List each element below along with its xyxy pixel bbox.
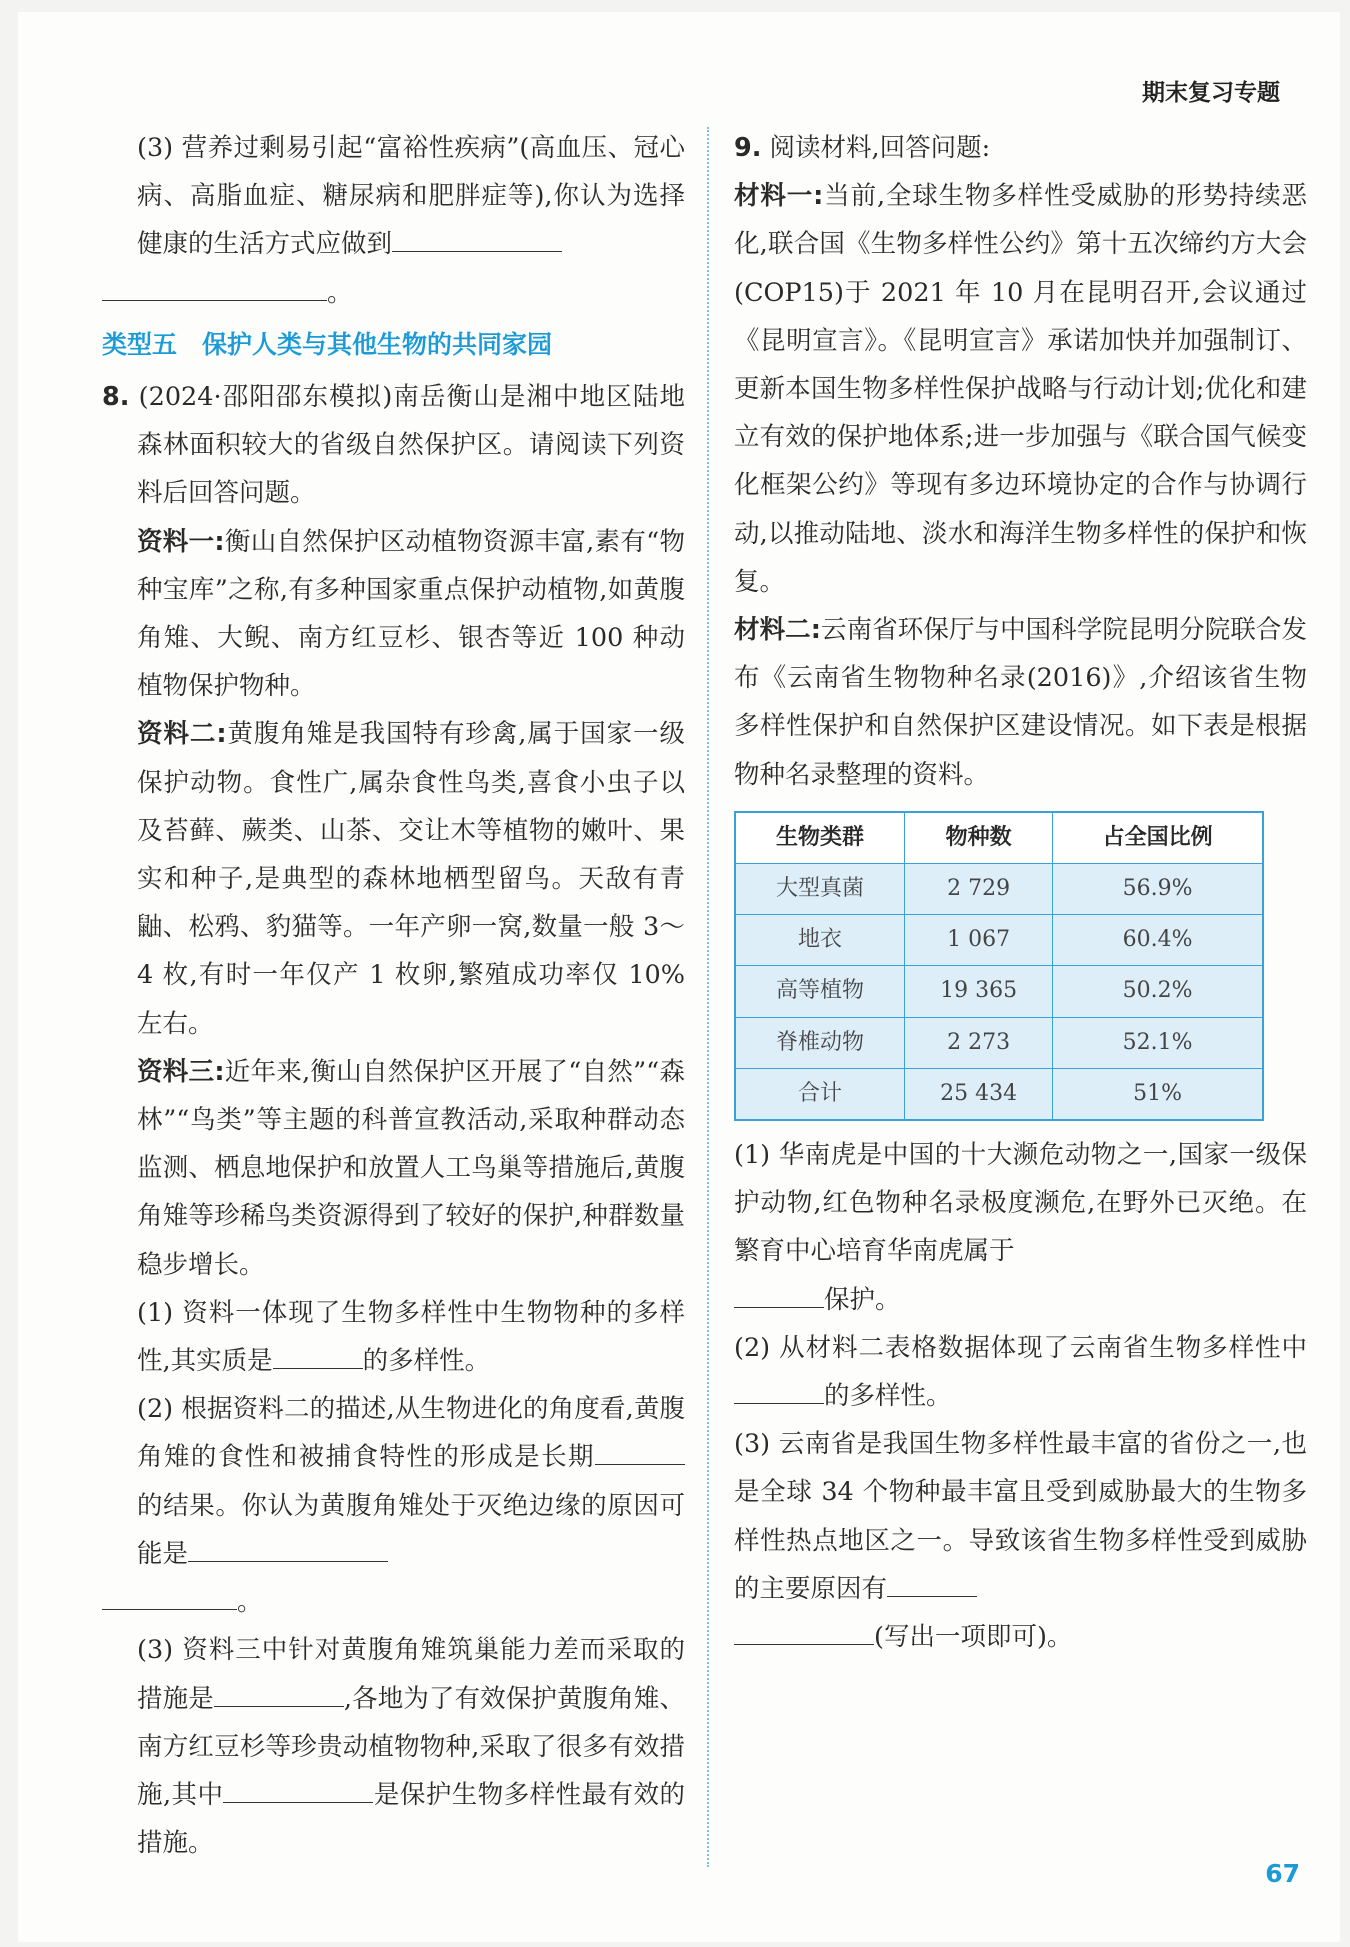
table-row <box>735 915 1263 966</box>
q9-material-2: 材料二:云南省环保厅与中国科学院昆明分院联合发布《云南省生物物种名录(2016)》,介绍该省生物多样性保护和自然保护区建设情况。如下表是根据物种名录整理的资料。 <box>734 615 1307 790</box>
table-header-cell: 占全国比例 <box>1053 812 1263 864</box>
left-column <box>102 124 685 1867</box>
answer-blank[interactable] <box>734 1277 824 1308</box>
answer-blank[interactable] <box>214 1676 344 1707</box>
question-number: 9. <box>734 133 762 163</box>
table-row <box>735 966 1263 1017</box>
page <box>18 12 1340 1942</box>
table-cell: 50.2% <box>1053 966 1263 1017</box>
q8-material-1: 资料一:衡山自然保护区动植物资源丰富,素有“物种宝库”之称,有多种国家重点保护动植物,如黄腹角雉、大鲵、南方红豆杉、银杏等近 100 种动植物保护物种。 <box>137 526 685 702</box>
answer-blank[interactable] <box>392 221 562 252</box>
q8-part2: (2) 根据资料二的描述,从生物进化的角度看,黄腹角雉的食性和被捕食特性的形成是长期的结果。你认为黄腹角雉处于灭绝边缘的原因可能是 。 <box>102 1385 685 1626</box>
table-cell: 脊椎动物 <box>735 1017 905 1068</box>
table-cell: 19 365 <box>905 966 1053 1017</box>
species-table <box>734 811 1264 1121</box>
section-title: 类型五 保护人类与其他生物的共同家园 <box>102 329 553 359</box>
question-8-intro: 8. (2024·邵阳邵东模拟)南岳衡山是湘中地区陆地森林面积较大的省级自然保护区。请阅读下列资料后回答问题。 <box>102 382 685 509</box>
table-cell: 合计 <box>735 1068 905 1120</box>
table-row <box>735 1068 1263 1120</box>
q8-part1: (1) 资料一体现了生物多样性中生物物种的多样性,其实质是 的多样性。 <box>137 1297 685 1377</box>
table-cell: 2 729 <box>905 864 1053 915</box>
q9-part2: (2) 从材料二表格数据体现了云南省生物多样性中的多样性。 <box>734 1332 1307 1412</box>
q8-material-3: 资料三:近年来,衡山自然保护区开展了“自然”“森林”“鸟类”等主题的科普宣教活动,采取种群动态监测、栖息地保护和放置人工鸟巢等措施后,黄腹角雉等珍稀鸟类资源得到了较好的保护,种群数量稳步增长。 <box>137 1056 685 1280</box>
running-header: 期末复习专题 <box>1142 80 1280 106</box>
question-9-intro: 9. 阅读材料,回答问题: <box>734 133 991 163</box>
table-cell: 52.1% <box>1053 1017 1263 1068</box>
page-number: 67 <box>1265 1859 1300 1888</box>
table-cell: 25 434 <box>905 1068 1053 1120</box>
q9-material-1: 材料一:当前,全球生物多样性受威胁的形势持续恶化,联合国《生物多样性公约》第十五次缔约方大会(COP15)于 2021 年 10 月在昆明召开,会议通过《昆明宣言》。《昆明宣言》承诺加快并加强制订、更新本国生物多样性保护战略与行动计划;优化和建立有效的保护地体系;进一步加强与《联合国气候变化框架公约》等现有多边环境协定的合作与协调行动,以推动陆地、淡水和海洋生物多样性的保护和恢复。 <box>734 181 1308 597</box>
answer-blank[interactable] <box>887 1566 977 1597</box>
table-cell: 56.9% <box>1053 864 1263 915</box>
answer-blank[interactable] <box>188 1531 388 1562</box>
table-cell: 1 067 <box>905 915 1053 966</box>
table-row <box>735 1017 1263 1068</box>
table-header-cell: 生物类群 <box>735 812 905 864</box>
table-row <box>735 864 1263 915</box>
q7-part3: (3) 营养过剩易引起“富裕性疾病”(高血压、冠心病、高脂血症、糖尿病和肥胖症等),你认为选择健康的生活方式应做到 。 <box>102 124 685 317</box>
table-cell: 大型真菌 <box>735 864 905 915</box>
q9-part1: (1) 华南虎是中国的十大濒危动物之一,国家一级保护动物,红色物种名录极度濒危,在野外已灭绝。在繁育中心培育华南虎属于 保护。 <box>734 1140 1307 1315</box>
table-header-cell: 物种数 <box>905 812 1053 864</box>
q8-material-2: 资料二:黄腹角雉是我国特有珍禽,属于国家一级保护动物。食性广,属杂食性鸟类,喜食小虫子以及苔藓、蕨类、山茶、交让木等植物的嫩叶、果实和种子,是典型的森林地栖型留鸟。天敌有青鼬、松鸦、豹猫等。一年产卵一窝,数量一般 3～4 枚,有时一年仅产 1 枚卵,繁殖成功率仅 10% 左右。 <box>137 719 685 1039</box>
answer-blank[interactable] <box>102 1579 237 1610</box>
table-cell: 51% <box>1053 1068 1263 1120</box>
answer-blank[interactable] <box>595 1434 685 1465</box>
answer-blank[interactable] <box>734 1614 874 1645</box>
table-cell: 60.4% <box>1053 915 1263 966</box>
table-cell: 地衣 <box>735 915 905 966</box>
answer-blank[interactable] <box>734 1373 824 1404</box>
question-number: 8. <box>102 382 130 413</box>
table-header-row <box>735 812 1263 864</box>
table-cell: 高等植物 <box>735 966 905 1017</box>
answer-blank[interactable] <box>273 1338 363 1369</box>
q9-part3: (3) 云南省是我国生物多样性最丰富的省份之一,也是全球 34 个物种最丰富且受到威胁最大的生物多样性热点地区之一。导致该省生物多样性受到威胁的主要原因有 (写出一项即可)。 <box>734 1429 1307 1653</box>
q8-part3: (3) 资料三中针对黄腹角雉筑巢能力差而采取的措施是 ,各地为了有效保护黄腹角雉、南方红豆杉等珍贵动植物物种,采取了很多有效措施,其中 是保护生物多样性最有效的措施。 <box>137 1635 685 1859</box>
answer-blank[interactable] <box>102 270 327 301</box>
right-column <box>734 124 1307 1661</box>
column-divider <box>707 127 709 1867</box>
table-cell: 2 273 <box>905 1017 1053 1068</box>
answer-blank[interactable] <box>223 1772 373 1803</box>
